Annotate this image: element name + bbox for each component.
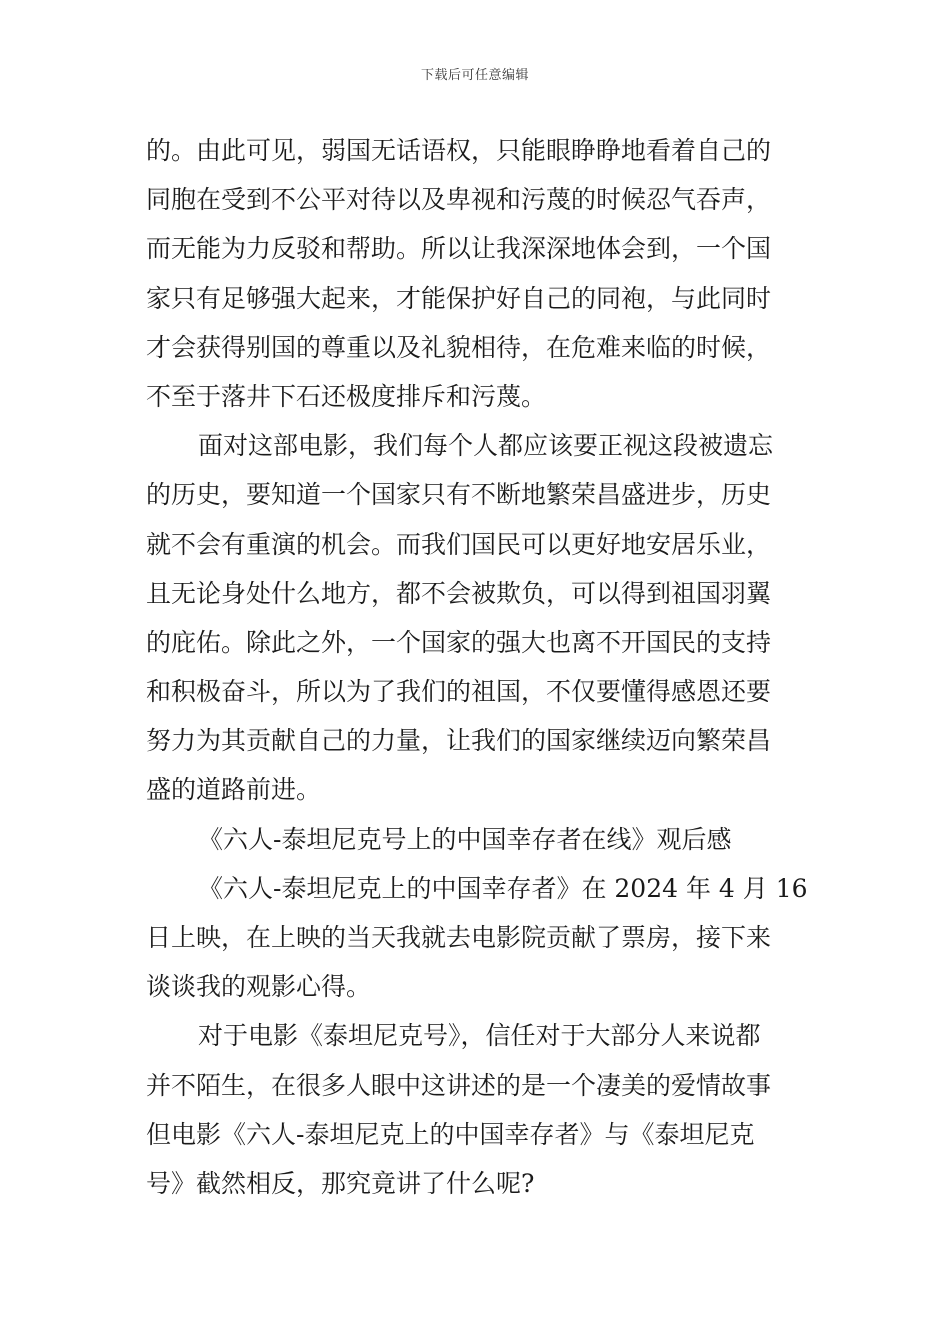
section-title: 《六人-泰坦尼克号上的中国幸存者在线》观后感 [198,824,732,854]
page-header: 下载后可任意编辑 [420,68,529,83]
text-line: 但电影《六人-泰坦尼克上的中国幸存者》与《泰坦尼克 [146,1119,755,1149]
text-line: 对于电影《泰坦尼克号》，信任对于大部分人来说都 [198,1021,761,1051]
text-line: 《六人-泰坦尼克上的中国幸存者》在 2024 年 4 月 16 [198,873,808,903]
text-line: 和积极奋斗，所以为了我们的祖国，不仅要懂得感恩还要 [146,677,772,707]
text-line: 号》截然相反，那究竟讲了什么呢? [146,1168,535,1198]
text-line: 而无能为力反驳和帮助。所以让我深深地体会到，一个国 [146,234,772,264]
text-line: 且无论身处什么地方，都不会被欺负，可以得到祖国羽翼 [146,578,772,608]
text-line: 谈谈我的观影心得。 [146,972,372,1002]
document-body [146,126,810,1208]
text-line: 盛的道路前进。 [146,775,322,805]
text-line: 才会获得别国的尊重以及礼貌相待，在危难来临的时候， [146,332,772,362]
text-line: 的。由此可见，弱国无话语权，只能眼睁睁地看着自己的 [146,136,772,165]
text-line: 的历史，要知道一个国家只有不断地繁荣昌盛进步，历史 [146,480,772,510]
text-line: 家只有足够强大起来，才能保护好自己的同袍，与此同时 [146,283,772,313]
text-line: 的庇佑。除此之外，一个国家的强大也离不开国民的支持 [146,627,772,657]
text-line: 并不陌生，在很多人眼中这讲述的是一个凄美的爱情故事 [146,1070,772,1100]
text-line: 面对这部电影，我们每个人都应该要正视这段被遗忘 [198,431,774,461]
text-line: 就不会有重演的机会。而我们国民可以更好地安居乐业， [146,529,772,559]
text-line: 同胞在受到不公平对待以及卑视和污蔑的时候忍气吞声， [146,185,772,215]
text-line: 不至于落井下石还极度排斥和污蔑。 [146,381,547,411]
text-line: 努力为其贡献自己的力量，让我们的国家继续迈向繁荣昌 [146,726,772,756]
text-line: 日上映，在上映的当天我就去电影院贡献了票房，接下来 [146,923,772,952]
